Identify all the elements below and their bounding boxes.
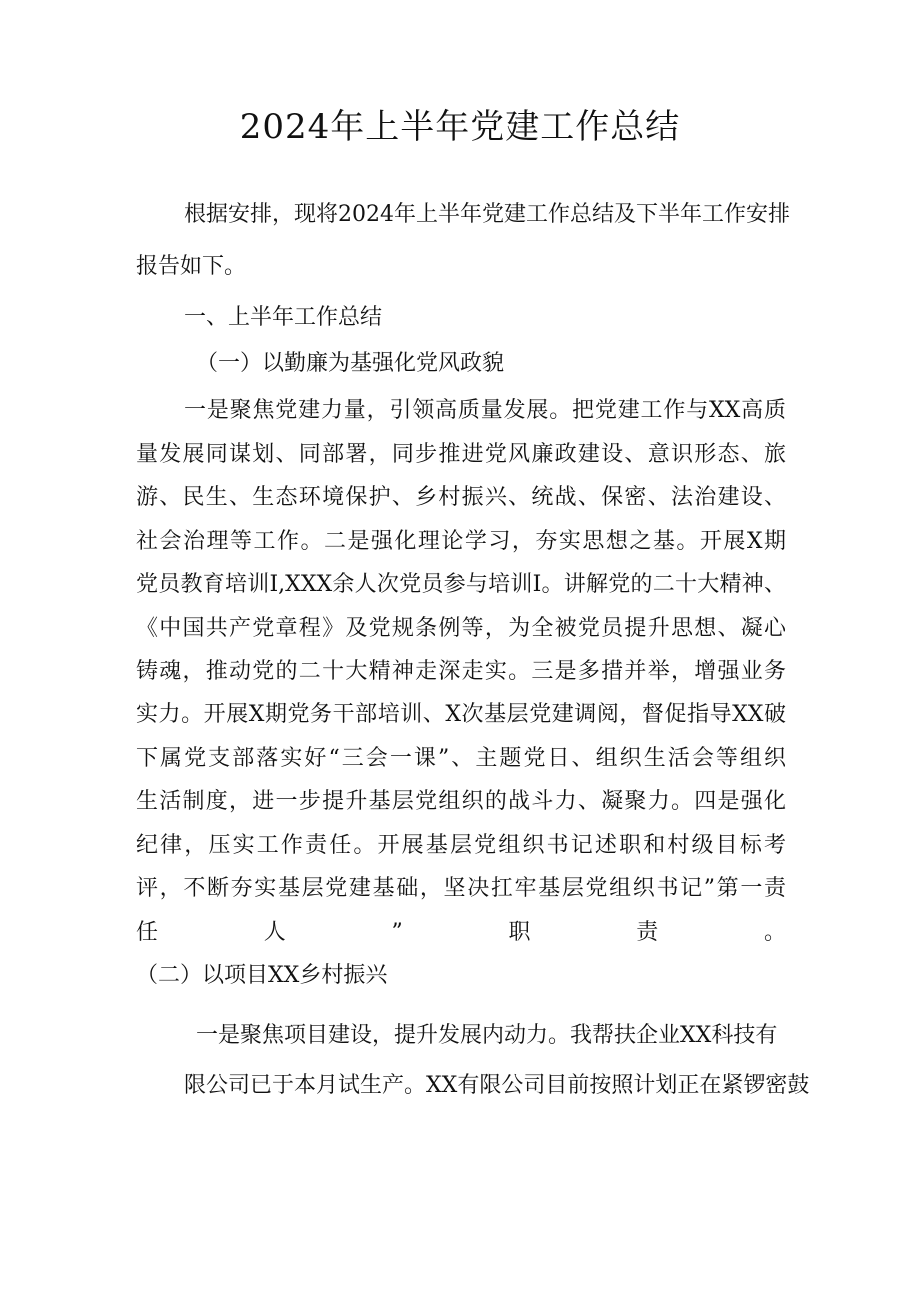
paragraph-line: 量发展同谋划、同部署，同步推进党风廉政建设、意识形态、旅	[136, 442, 786, 467]
paragraph-line: 评，不断夯实基层党建基础，坚决扛牢基层党组织书记”第一责	[136, 876, 786, 901]
document-title: 2024年上半年党建工作总结	[239, 107, 681, 147]
paragraph-line: 生活制度，进一步提升基层党组织的战斗力、凝聚力。四是强化	[136, 789, 786, 814]
subsection-heading: （一）以勤廉为基强化党风政貌	[196, 351, 505, 376]
paragraph-line: 社会治理等工作。二是强化理论学习，夯实思想之基。开展X期	[136, 529, 786, 554]
paragraph-line: （二）以项目XX乡村振兴	[136, 963, 388, 988]
paragraph-line: 铸魂，推动党的二十大精神走深走实。三是多措并举，增强业务	[136, 659, 786, 684]
paragraph-line: 下属党支部落实好“三会一课”、主题党日、组织生活会等组织	[136, 746, 786, 771]
paragraph-line: 纪律，压实工作责任。开展基层党组织书记述职和村级目标考	[136, 833, 786, 858]
paragraph-line: 限公司已于本月试生产。XX有限公司目前按照计划正在紧锣密鼓	[184, 1073, 810, 1098]
paragraph-line: 《中国共产党章程》及党规条例等，为全被党员提升思想、凝心	[136, 616, 786, 641]
subsection-heading: 一是聚焦项目建设，提升发展内动力。我帮扶企业XX科技有	[196, 1023, 778, 1048]
paragraph-line: 党员教育培训I,XXX余人次党员参与培训I。讲解党的二十大精神、	[136, 572, 786, 597]
paragraph-line: 实力。开展X期党务干部培训、X次基层党建调阅，督促指导XX破	[136, 702, 786, 727]
paragraph-line: 报告如下。	[136, 254, 247, 279]
paragraph-line: 游、民生、生态环境保护、乡村振兴、统战、保密、法治建设、	[136, 485, 786, 510]
paragraph-line: 根据安排，现将2024年上半年党建工作总结及下半年工作安排	[184, 202, 790, 227]
paragraph-line: 任人”职责。	[136, 920, 786, 945]
section-heading: 一、上半年工作总结	[184, 305, 383, 330]
paragraph-line: 一是聚焦党建力量，引领高质量发展。把党建工作与XX高质	[184, 398, 786, 423]
